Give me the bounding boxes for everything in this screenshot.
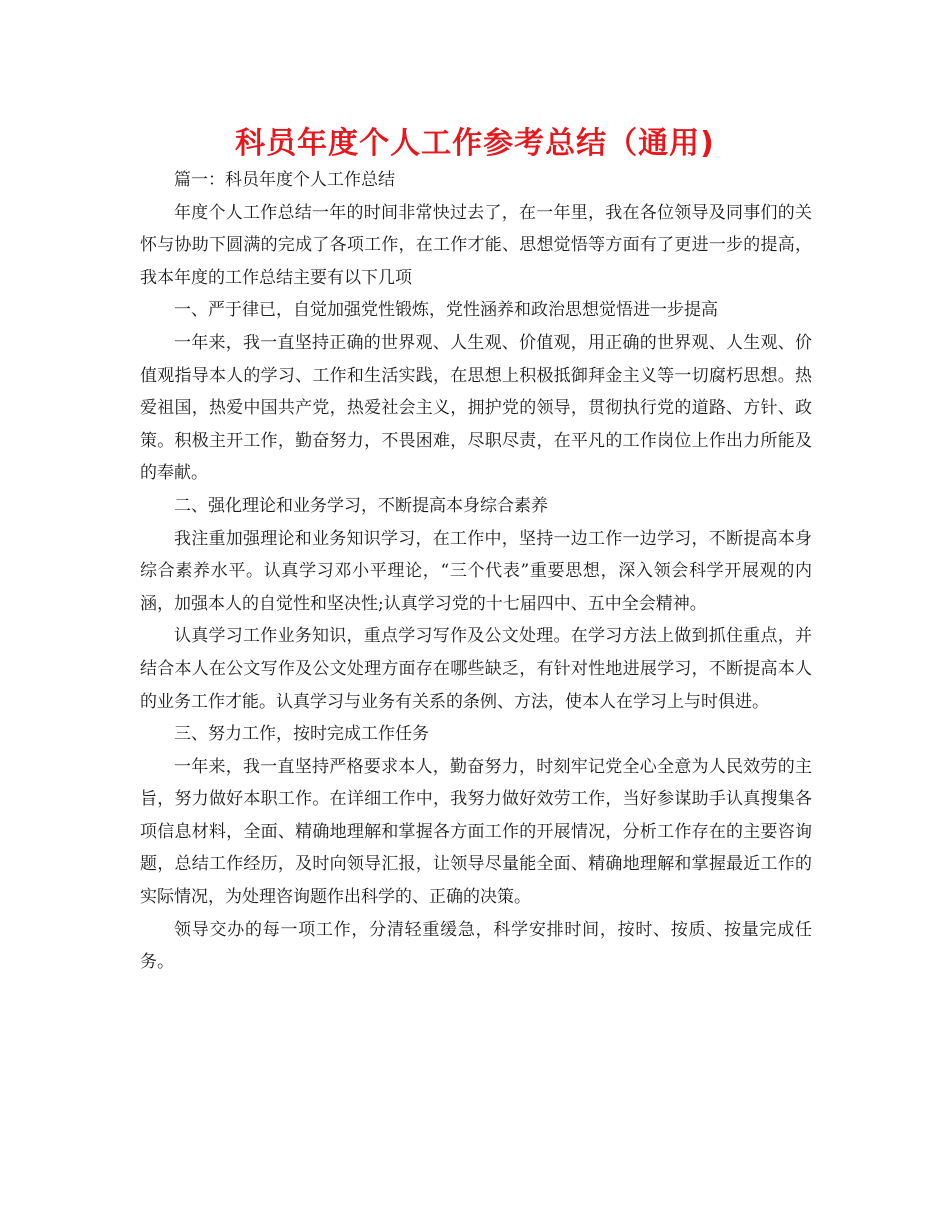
body-paragraph: 年度个人工作总结一年的时间非常快过去了，在一年里，我在各位领导及同事们的关怀与协助下圆满的完成了各项工作，在工作才能、思想觉悟等方面有了更进一步的提高，我本年度的工作总结主要有以下几项 (140, 202, 812, 288)
section-heading: 二、强化理论和业务学习，不断提高本身综合素养 (174, 495, 548, 516)
body-paragraph: 一年来，我一直坚持严格要求本人，勤奋努力，时刻牢记党全心全意为人民效劳的主旨，努力做好本职工作。在详细工作中，我努力做好效劳工作，当好参谋助手认真搜集各项信息材料，全面、精确地理解和掌握各方面工作的开展情况，分析工作存在的主要咨询题，总结工作经历，及时向领导汇报，让领导尽量能全面、精确地理解和掌握最近工作的实际情况，为处理咨询题作出科学的、正确的决策。 (140, 756, 812, 908)
section-heading: 三、努力工作，按时完成工作任务 (174, 724, 429, 745)
body-paragraph: 我注重加强理论和业务知识学习，在工作中，坚持一边工作一边学习，不断提高本身综合素养水平。认真学习邓小平理论，“三个代表”重要思想，深入领会科学开展观的内涵，加强本人的自觉性和坚决性;认真学习党的十七届四中、五中全会精神。 (140, 528, 812, 614)
section-heading: 一、严于律已，自觉加强党性锻炼，党性涵养和政治思想觉悟进一步提高 (174, 300, 718, 321)
body-paragraph: 一年来，我一直坚持正确的世界观、人生观、价值观，用正确的世界观、人生观、价值观指导本人的学习、工作和生活实践，在思想上积极抵御拜金主义等一切腐朽思想。热爱祖国，热爱中国共产党，热爱社会主义，拥护党的领导，贯彻执行党的道路、方针、政策。积极主开工作，勤奋努力，不畏困难，尽职尽责，在平凡的工作岗位上作出力所能及的奉献。 (140, 332, 812, 484)
body-paragraph: 领导交办的每一项工作，分清轻重缓急，科学安排时间，按时、按质、按量完成任务。 (140, 919, 812, 973)
document-title: 科员年度个人工作参考总结（通用) (235, 126, 715, 161)
document-body (140, 164, 812, 979)
body-paragraph: 认真学习工作业务知识，重点学习写作及公文处理。在学习方法上做到抓住重点，并结合本人在公文写作及公文处理方面存在哪些缺乏，有针对性地进展学习，不断提高本人的业务工作才能。认真学习与业务有关系的条例、方法，使本人在学习上与时俱进。 (140, 626, 812, 712)
section-subtitle: 篇一：科员年度个人工作总结 (174, 170, 395, 190)
